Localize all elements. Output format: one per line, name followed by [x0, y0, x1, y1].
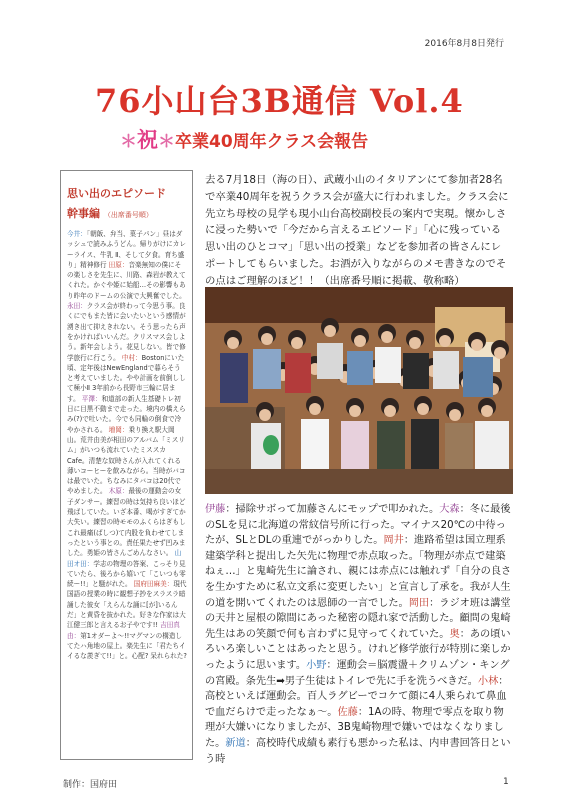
sidebar-subheading-main: 幹事編 [67, 207, 100, 220]
entry-name: 中村： [121, 353, 142, 362]
footer-maker: 制作：国府田 [63, 780, 118, 790]
entry-text: Bostonにいた頃、定年後はNewEnglandで暮らそうと考えていました。やや計画を前倒しして極小Ⅱ 3年前から長野市三輪に居ます。 [67, 353, 186, 403]
body-name: 大森 [439, 504, 460, 515]
episode-sidebar [60, 170, 193, 760]
entry-name: 田原： [108, 260, 129, 269]
sidebar-subheading-note: （出席番号順） [103, 211, 153, 219]
entry-text: 第1オダーよ〜!!マグマンの構造してたハ角地の屋上。楽先生に「君たちイイるな羨ぎて!!」と。心配? 呆れられた? [67, 631, 187, 661]
body-name: 岡田 [408, 597, 430, 609]
star-right-icon: ＊ [158, 132, 175, 152]
newsletter-title: 76小山台3B通信 Vol.4 [95, 82, 464, 120]
body-name: 小林 [477, 675, 499, 687]
newsletter-subtitle [120, 124, 368, 154]
entry-name: 山田オ田： [67, 549, 182, 568]
entry-text: 音楽無知の僕にその楽しさを先生に、川路、森岩が教えてくれた。かぐや姫に始船…その影響もあり昨年のドームの公演で大興奮でした。 [67, 260, 186, 300]
body-name: 小野 [306, 659, 327, 671]
body-text: ：冬に最後のSLを見に北海道の常紋信号所に行った。マイナス20℃の中待ったが、SLとDLの重連でがっかりした。 [205, 504, 511, 547]
group-photo-image [205, 287, 513, 494]
body-name: 佐藤 [337, 706, 358, 718]
sidebar-entry [67, 426, 185, 496]
entry-name: 国府田麻美： [133, 580, 174, 589]
body-text: ：高校といえば運動会。百人ラグビーでコケて顔に4人乗られて鼻血で血だらけで走ったなぁ～。 [205, 675, 509, 718]
page-number: 1 [503, 777, 509, 787]
entry-text: 学志の物理の答案、こっそり見ていたら、後ろから嬉いて「こいつも零続ー!!」と騒がれた。 [67, 559, 186, 589]
body-name: 伊藤 [205, 504, 226, 515]
entry-name: 永田： [67, 302, 87, 311]
body-name: 岡井 [383, 535, 404, 547]
sidebar-entry [67, 487, 186, 557]
entry-name: 平澤： [81, 394, 102, 403]
iwai-mark: 祝 [137, 128, 158, 152]
body-text: ：1Aの時、物理で零点を取り物理が大嫌いになりましたが、3B鬼崎物理で嫌いではなくなりました。 [205, 706, 504, 749]
entry-name: 木原： [108, 487, 129, 496]
body-text: ：ラジオ班は講堂の天井と屋根の隙間にあった秘密の隠れ家で活動した。顧問の鬼崎先生はあの笑顔で何も言わずに見守ってくれていた。 [205, 597, 511, 640]
body-text: ：高校時代成績も素行も悪かった私は、内申書回答日という時 [205, 737, 511, 765]
episode-body [205, 502, 512, 767]
entry-text: 乗り換え駅大岡山。荒井由美が相田のアルバム「ミスリム」がいつも流れていたミススカCafe。清楚な奴時さんが入れてくれる薄いコーヒーを飲みながら。当時がバコは最でいた。ちなみにタバコは20代でやめました。 [67, 425, 186, 496]
entry-text: クラス会が終わって今思う事。良くにでもまた皆に会いたいという感情が湧き出て抑えきれない。そう思ったら声をかければいいんだ。クリスマス会しよう。新年会しよう。花見しない。皆で修学旅行に行こう。 [67, 302, 186, 362]
entry-name: 今井： [67, 230, 87, 238]
entry-text: 現代国語の授業の時に観想子抄をスラスラ暗誦した彼女「えらんな誦に[が]いるんだ」と黄昏を抜かれた。好きな作家は大江健三郎と言えるお子やです!! [67, 580, 187, 630]
body-text: ：掃除サボって加藤さんにモップで叩かれた。 [225, 504, 440, 515]
sidebar-subheading [61, 201, 192, 221]
body-text: ：進路希望は国立理系建築学科と提出した矢先に物理で赤点取った。「物理が赤点で建築ねぇ…」と鬼崎先生に論され、親には赤点には触れず「自分の良さを生かすために私立文系に変更したい」と宣言し了承を。我が人生の道を開いてくれたのは恩師の一言でした。 [205, 535, 512, 609]
entry-name: 増岡： [108, 425, 129, 434]
group-photo [205, 287, 513, 494]
body-text: ：あの頃いろいろ楽しいことはあったと思う。けれど修学旅行が特別に楽しかったように思います。 [205, 628, 511, 671]
entry-text: 「朝飯、弁当、菓子パン」昼はダッシュで読みふうどん。帰りがけにカレーライス、牛乳 Ⅱ、そして夕食。育ち盛り」精神修行 [67, 230, 186, 269]
entry-text: 和道部の新人生基礎トレ初日に目黒不動まで走った。境内の橋えらみ(?)で吐いた。今でも同輪の倒食で冷やかされる。 [67, 394, 186, 434]
intro-paragraph: 去る7月18日（海の日）、武蔵小山のイタリアンにて参加者28名で卒業40周年を祝うクラス会が盛大に行われました。クラス会に先立ち母校の見学も現小山台高校副校長の案内で実現。懐かしさに浸った勢いで「今だから言えるエピソード」「心に残っている思い出のひとコマ」「思い出の授業」などを参加者の皆さんにレポートしてもらいました。お酒が入りながらのメモ書きなのでその点はご理解のほど！！（出席番号順に掲載、敬称略） [205, 174, 509, 287]
sidebar-heading: 思い出のエピソード [67, 187, 166, 200]
issue-date: 2016年8月8日発行 [424, 39, 504, 49]
body-name: 新道 [225, 737, 246, 749]
body-text: ：運動会＝脳震盪＋クリムゾン・キングの宮殿。条先生➡男子生徒はトイレで先に手を洗うべきだ。 [205, 659, 510, 687]
body-name: 奥 [449, 628, 460, 640]
entry-name: 吉田真由： [67, 621, 180, 640]
sidebar-entries [61, 221, 192, 661]
star-left-icon: ＊ [120, 132, 137, 152]
subtitle-text: 卒業40周年クラス会報告 [175, 132, 369, 152]
entry-text: 最後の運動会の女子ダンサー。練習の時は気持ち良いほど飛ばしていた。いざ本番、喝がすぎてか大失い。練習の時モモのふくらはぎもしこれ最痛(ばしつ)て内股を負わせてしまったという事との。責任果たせず凹みました。勇姫の皆さんごめんなさい。 [67, 487, 186, 558]
